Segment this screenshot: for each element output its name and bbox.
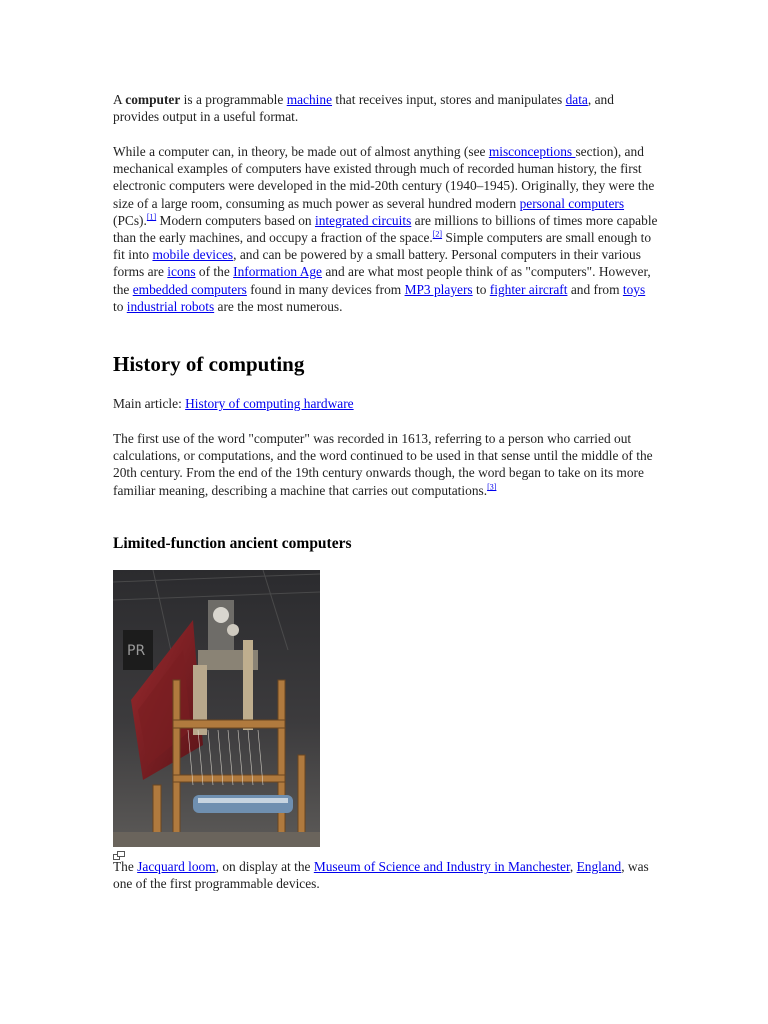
- figure-caption: [113, 858, 658, 892]
- link-data[interactable]: data: [565, 92, 588, 107]
- text-run: ,: [569, 859, 577, 874]
- link-jacquard-loom[interactable]: Jacquard loom: [137, 859, 216, 874]
- text-run: to: [472, 281, 490, 297]
- text-run: Modern computers based on: [156, 212, 315, 228]
- text-run: that receives input, stores and manipulates: [332, 92, 566, 107]
- text-run: The first use of the word "computer" was recorded in 1613, referring to a person who carried out calculations, or computations, and the word continued to be used in that sense until the middle of the 20th century. From the end of the 19th century onwards though, the word began to take on its more familiar meaning, describing a machine that carries out computations.: [113, 431, 653, 498]
- section-heading-history: History of computing: [113, 352, 305, 376]
- text-run: to: [113, 298, 127, 314]
- text-run: is a programmable: [180, 92, 287, 107]
- main-article-label: Main article:: [113, 396, 186, 411]
- text-run: (PCs).: [113, 212, 147, 228]
- link-toys[interactable]: toys: [622, 281, 646, 297]
- text-run: found in many devices from: [246, 281, 405, 297]
- citation-2[interactable]: [2]: [432, 229, 443, 239]
- text-run: , and provides output in a useful format.: [113, 92, 614, 125]
- main-article-note: [113, 395, 354, 412]
- subsection-heading-limited-function: Limited-function ancient computers: [113, 535, 352, 552]
- link-icons[interactable]: icons: [167, 264, 196, 280]
- text-run: Simple computers are small enough to fit into: [113, 230, 652, 263]
- svg-text:PR: PR: [127, 643, 146, 659]
- link-mp3-players[interactable]: MP3 players: [404, 281, 473, 297]
- text-run: , and can be powered by a small battery. Personal computers in their various forms are: [113, 247, 641, 280]
- link-fighter-aircraft[interactable]: fighter aircraft: [489, 281, 568, 297]
- link-england[interactable]: England: [576, 859, 622, 874]
- link-history-of-computing-hardware[interactable]: History of computing hardware: [185, 396, 354, 411]
- link-mobile-devices[interactable]: mobile devices: [152, 247, 234, 263]
- citation-1[interactable]: [1]: [146, 212, 157, 222]
- text-run: are the most numerous.: [214, 298, 343, 314]
- link-integrated-circuits[interactable]: integrated circuits: [314, 212, 412, 228]
- text-run: While a computer can, in theory, be made out of almost anything (see: [113, 144, 489, 159]
- text-run: , on display at the: [215, 859, 314, 874]
- magnify-clip-icon[interactable]: [113, 848, 125, 858]
- text-run: The: [113, 859, 138, 874]
- overview-paragraph: [113, 143, 658, 315]
- text-run: of the: [195, 264, 234, 280]
- jacquard-loom-photo: [113, 570, 320, 847]
- history-paragraph: [113, 430, 658, 499]
- intro-paragraph: [113, 91, 658, 125]
- link-information-age[interactable]: Information Age: [233, 264, 323, 280]
- text-run: are millions to billions of times more capable than the early machines, and occupy a fraction of the space.: [113, 212, 658, 246]
- link-museum-manchester[interactable]: Museum of Science and Industry in Manchester: [313, 859, 570, 874]
- text-run: A: [113, 92, 126, 107]
- jacquard-loom-image[interactable]: [113, 570, 320, 847]
- text-run: , was one of the first programmable devices.: [113, 859, 649, 892]
- term-computer: computer: [125, 92, 181, 107]
- link-personal-computers[interactable]: personal computers: [519, 195, 625, 211]
- text-run: and are what most people think of as "computers". However, the: [113, 264, 651, 297]
- link-misconceptions[interactable]: misconceptions: [488, 144, 576, 159]
- link-embedded-computers[interactable]: embedded computers: [132, 281, 247, 297]
- link-machine[interactable]: machine: [286, 92, 333, 107]
- citation-3[interactable]: [3]: [487, 482, 497, 492]
- link-industrial-robots[interactable]: industrial robots: [126, 298, 215, 314]
- text-run: section), and mechanical examples of computers have existed through much of recorded human history, the first electronic computers were developed in the mid-20th century (1940–1945). Originally, they were the size of a large room, consuming as much power as several hundred modern: [113, 144, 655, 211]
- text-run: and from: [567, 281, 623, 297]
